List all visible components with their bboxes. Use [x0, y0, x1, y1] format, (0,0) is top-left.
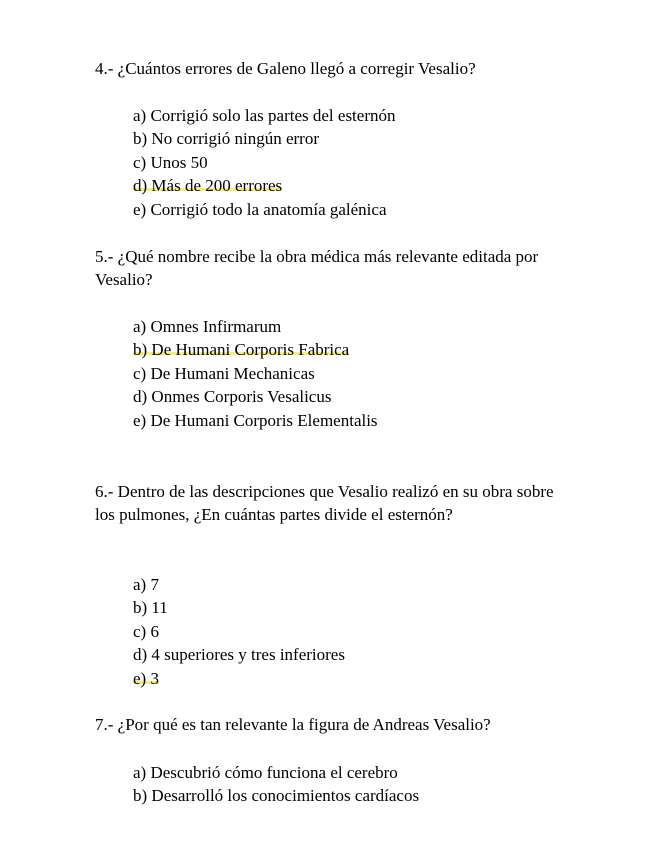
option-5c-text: c) De Humani Mechanicas — [133, 363, 315, 383]
question-6 — [95, 480, 565, 526]
option-6d-text: d) 4 superiores y tres inferiores — [133, 645, 345, 665]
option-7b — [133, 784, 419, 807]
question-7-options — [133, 761, 419, 808]
option-5e — [133, 409, 378, 432]
option-6e-text-highlighted: e) 3 — [133, 668, 159, 688]
option-4c — [133, 151, 396, 174]
option-6a — [133, 573, 345, 596]
option-7a — [133, 761, 419, 784]
option-5d — [133, 385, 378, 408]
option-5b-text-highlighted: b) De Humani Corporis Fabrica — [133, 340, 350, 360]
option-4e — [133, 198, 396, 221]
option-4c-text: c) Unos 50 — [133, 152, 208, 172]
question-6-text: 6.- Dentro de las descripciones que Vesalio realizó en su obra sobre los pulmones, ¿En cuántas partes divide el esternón? — [95, 482, 554, 524]
option-5a — [133, 315, 378, 338]
option-6b-text: b) 11 — [133, 598, 168, 618]
question-5-text: 5.- ¿Qué nombre recibe la obra médica más relevante editada por Vesalio? — [95, 247, 539, 289]
question-4 — [95, 57, 565, 80]
option-5b — [133, 338, 378, 361]
option-6e — [133, 667, 345, 690]
question-4-options — [133, 104, 396, 221]
option-6b — [133, 596, 345, 619]
option-7a-text: a) Descubrió cómo funciona el cerebro — [133, 763, 398, 782]
option-5e-text: e) De Humani Corporis Elementalis — [133, 410, 378, 430]
option-7b-text: b) Desarrolló los conocimientos cardíacos — [133, 786, 420, 806]
question-5-options — [133, 315, 378, 432]
option-4e-text: e) Corrigió todo la anatomía galénica — [133, 199, 387, 219]
option-6c — [133, 620, 345, 643]
question-4-text: 4.- ¿Cuántos errores de Galeno llegó a corregir Vesalio? — [95, 59, 476, 78]
option-6d — [133, 643, 345, 666]
option-4d-text-highlighted: d) Más de 200 errores — [133, 176, 283, 196]
option-5d-text: d) Onmes Corporis Vesalicus — [133, 387, 332, 407]
option-4a — [133, 104, 396, 127]
question-5 — [95, 245, 565, 291]
option-5c — [133, 362, 378, 385]
question-7 — [95, 713, 565, 736]
option-4b-text: b) No corrigió ningún error — [133, 129, 320, 149]
option-6a-text: a) 7 — [133, 575, 159, 594]
question-6-options — [133, 573, 345, 690]
option-4b — [133, 127, 396, 150]
option-5a-text: a) Omnes Infirmarum — [133, 317, 282, 336]
question-7-text: 7.- ¿Por qué es tan relevante la figura de Andreas Vesalio? — [95, 715, 491, 734]
option-4d — [133, 174, 396, 197]
option-4a-text: a) Corrigió solo las partes del esternón — [133, 106, 396, 125]
option-6c-text: c) 6 — [133, 621, 159, 641]
